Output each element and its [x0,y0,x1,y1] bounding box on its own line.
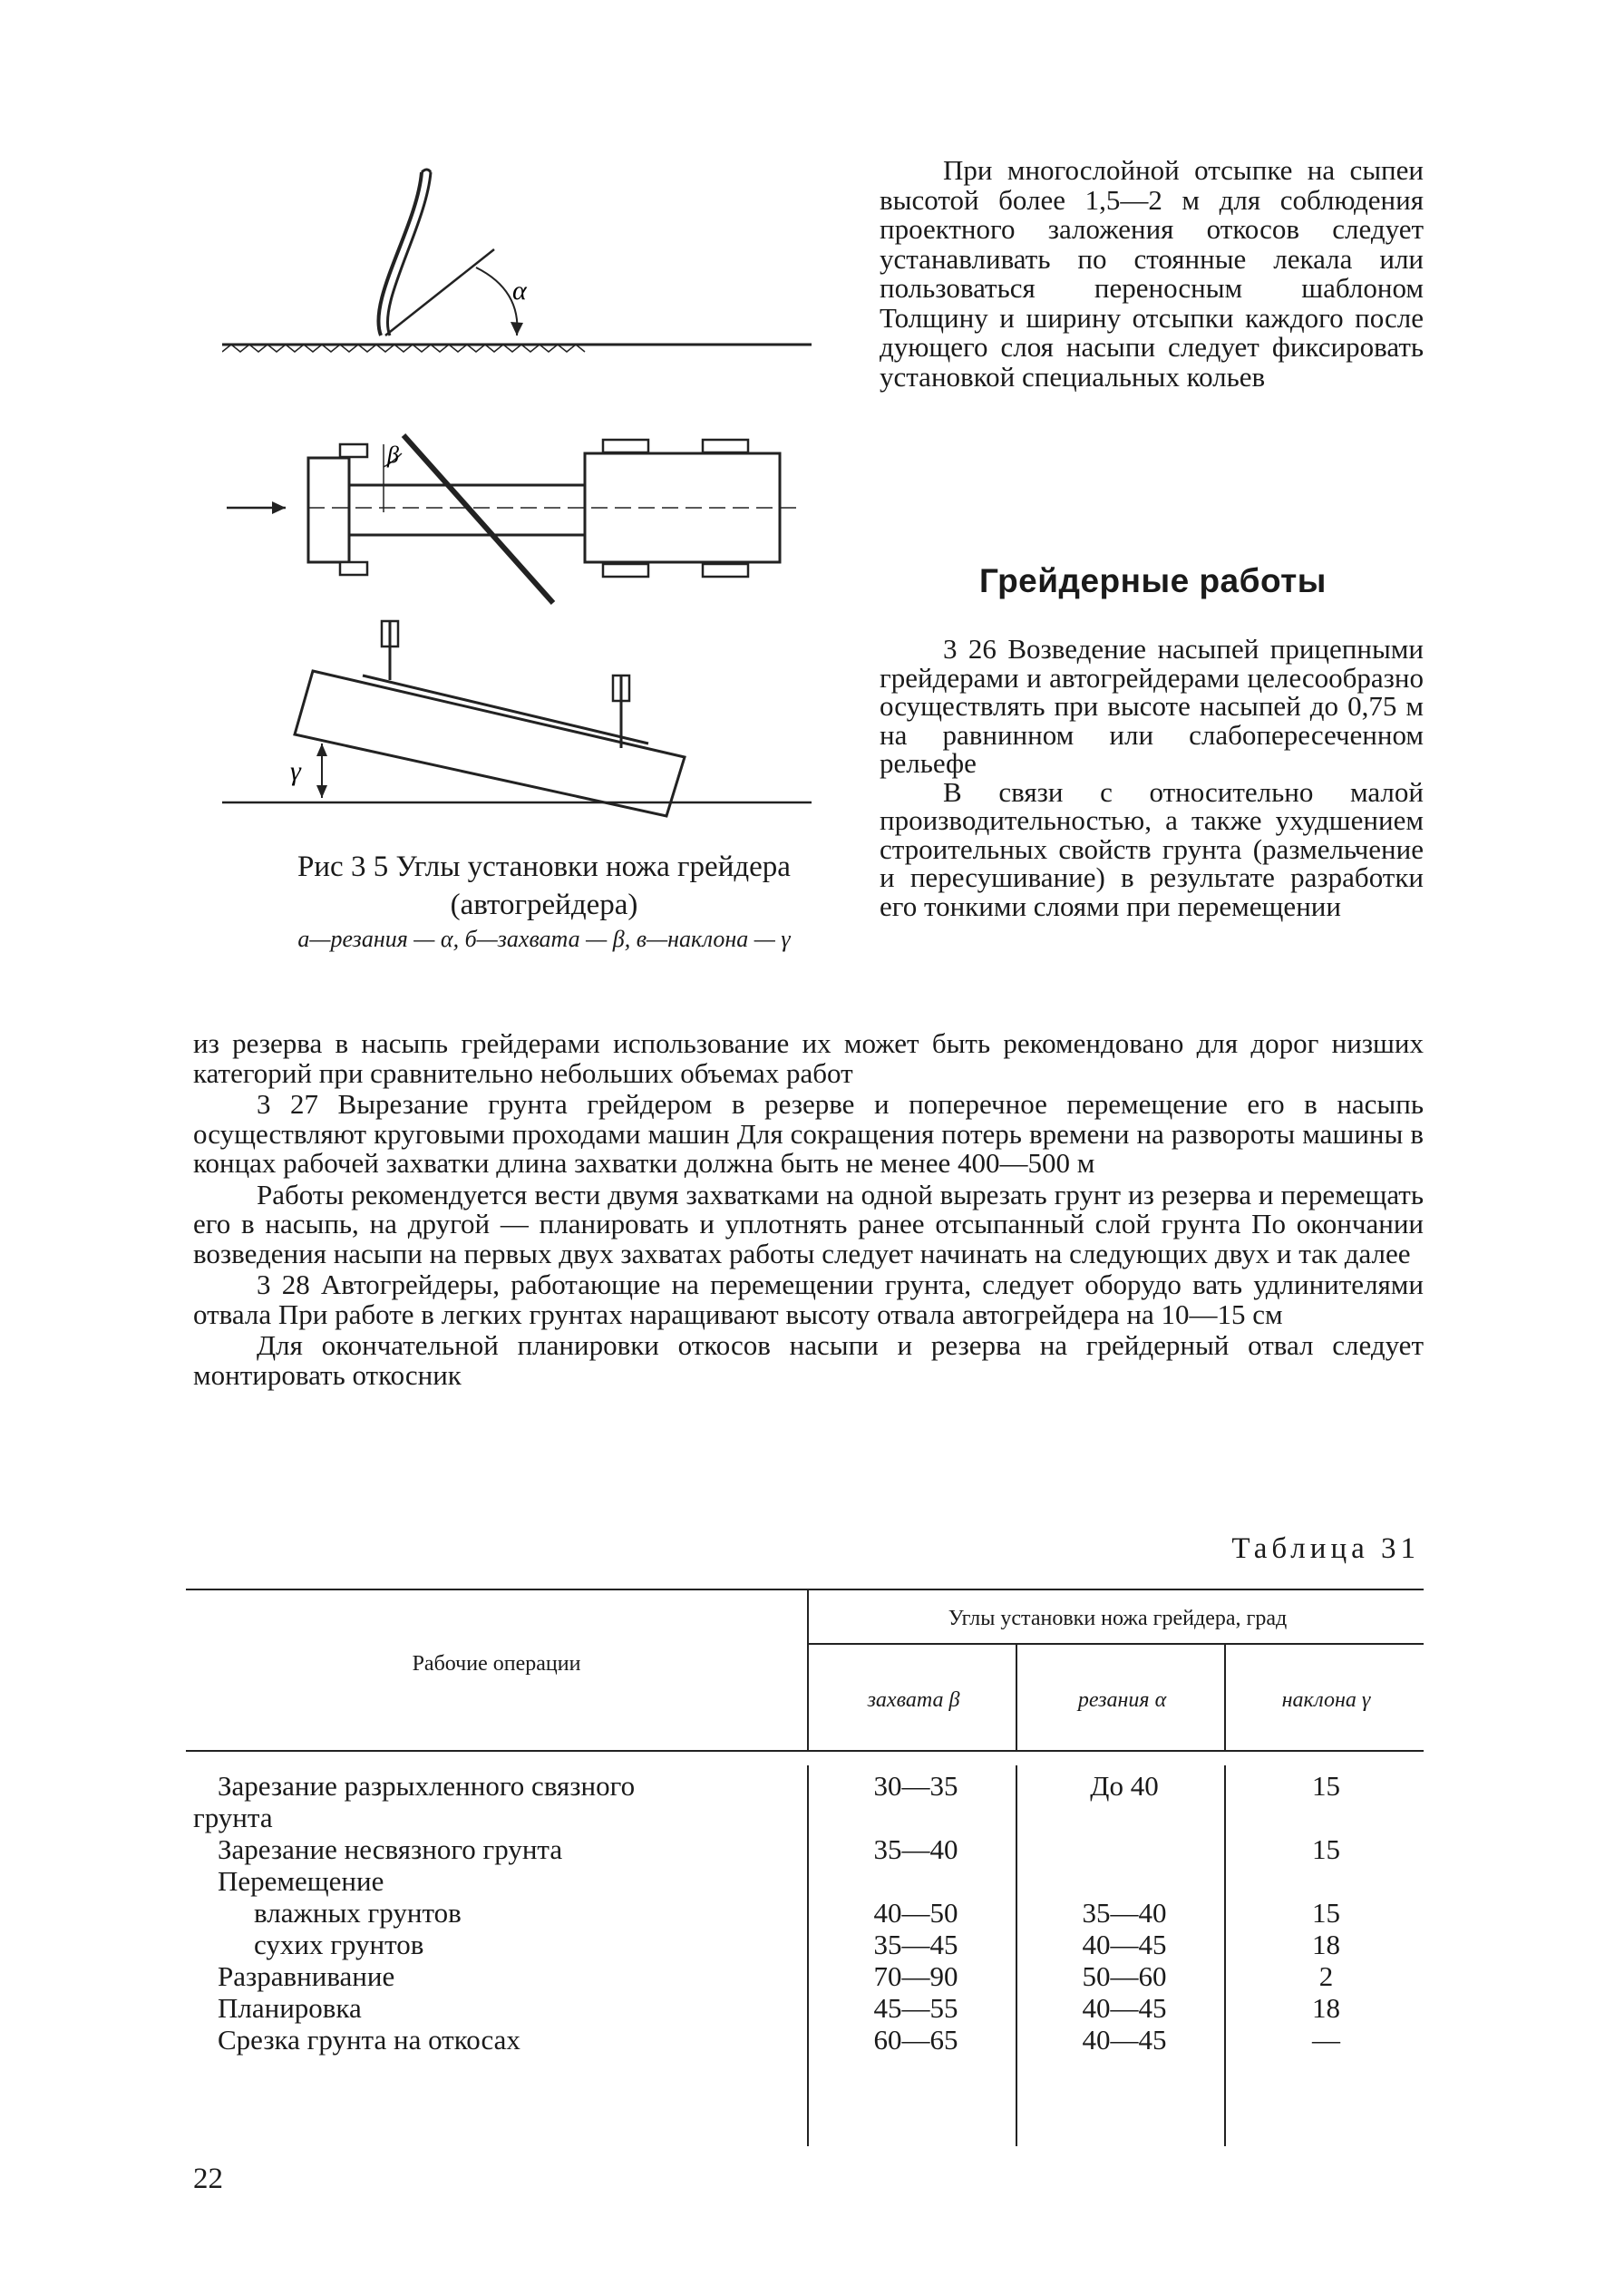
table-cell-operation: Срезка грунта на откосах [218,2024,520,2056]
table-header-operations: Рабочие операции [412,1652,581,1676]
table-cell-operation: сухих грунтов [254,1929,424,1960]
table-subheader-rule [807,1643,1424,1645]
figure-caption-title: Рис 3 5 Углы установки ножа грейдера (автогрейдера) [297,851,791,921]
table-divider [1016,1643,1017,1750]
table-caption: Таблица 31 [1231,1532,1420,1565]
paragraph-3-27: 3 27 Вырезание грунта грейдером в резерве и поперечное перемещение его в насыпь осуществляют круговыми проходами машин Для сокращения потерь времени на развороты машины в концах рабочей захватки длина захватки должна быть не менее 400—500 м [193,1088,1424,1179]
table-cell-grip: 35—45 [873,1929,958,1960]
table-cell-cutting: 35—40 [1082,1897,1167,1929]
paragraph-3-26: 3 26 Возведение насыпей прицепными грейдерами и автогрейдерами целесообразно осуществлять при высоте насыпей до 0,75 м на равнинном или слабопересеченном рельефе [880,633,1424,779]
table-subheader-cutting: резания α [1077,1688,1167,1712]
grader-figure-drawing [222,154,857,843]
table-cell-operation: Зарезание несвязного грунта [218,1833,563,1865]
table-cell-cutting: 50—60 [1082,1960,1167,1992]
beta-label: β [387,442,399,468]
paragraph-multilayer-fill: При многослойной отсыпке на сыпеи высотой более 1,5—2 м для соблюдения проектного заложения откосов следует устанавливать по стоянные лекала или пользоваться переносным шаблоном Толщину и ширину отсыпки каждого после дующего слоя насыпи следует фиксировать установкой специальных кольев [880,154,1424,393]
table-header-angles: Углы установки ножа грейдера, град [948,1607,1288,1630]
cutting-angle-sketch [222,170,812,352]
table-divider [1224,1643,1226,1750]
table-row [186,1865,1424,1897]
table-cell-cutting: 40—45 [1082,2024,1167,2056]
gamma-label: γ [290,756,301,786]
table-row [186,1960,1424,1992]
grader-angles-figure [222,154,857,843]
grip-angle-sketch [227,435,802,603]
table-body [186,1770,1424,2056]
table-cell-operation: грунта [193,1802,273,1833]
right-column-bottom [880,635,1424,920]
table-cell-cutting: 40—45 [1082,1992,1167,2024]
table-row [186,1929,1424,1960]
section-title: Грейдерные работы [979,562,1327,599]
table-subheader-tilt: наклона γ [1281,1688,1371,1712]
table-cell-tilt: 15 [1312,1833,1340,1865]
table-cell-operation: влажных грунтов [254,1897,462,1929]
table-row [186,1992,1424,2024]
paragraph-slope-finisher: Для окончательной планировки откосов насыпи и резерва на грейдерный отвал следует монтировать откосник [193,1329,1424,1391]
table-cell-grip: 70—90 [873,1960,958,1992]
table-cell-tilt: — [1312,2024,1340,2056]
table-row [186,1802,1424,1833]
table-cell-operation: Разравнивание [218,1960,395,1992]
table-row [186,2024,1424,2056]
table-divider [807,1589,809,1750]
paragraph-productivity-end: из резерва в насыпь грейдерами использование их может быть рекомендовано для дорог низших категорий при сравнительно небольших объемах работ [193,1027,1424,1089]
paragraph-productivity-start: В связи с относительно малой производительностью, а также ухудшением строительных свойств грунта (размельчение и пересушивание) в результате разработки его тонкими слоями при перемещении [880,775,1424,922]
right-column-top [880,156,1424,392]
table-cell-tilt: 15 [1312,1897,1340,1929]
paragraph-3-28: 3 28 Автогрейдеры, работающие на перемещении грунта, следует оборудо вать удлинителями отвала При работе в легких грунтах наращивают высоту отвала автогрейдера на 10—15 см [193,1269,1424,1330]
table-cell-operation: Планировка [218,1992,362,2024]
table-header-rule [186,1750,1424,1752]
body-text [193,1029,1424,1390]
page-number: 22 [193,2163,223,2195]
table-row [186,1833,1424,1865]
table-cell-cutting: 40—45 [1082,1929,1167,1960]
table-cell-grip: 35—40 [873,1833,958,1865]
table-cell-grip: 45—55 [873,1992,958,2024]
table-cell-grip: 40—50 [873,1897,958,1929]
table-row [186,1897,1424,1929]
table-cell-tilt: 18 [1312,1929,1340,1960]
figure-caption-parts: а—резания — α, б—захвата — β, в—наклона — γ [297,926,791,952]
figure-caption [218,848,870,955]
table-subheader-grip: захвата β [867,1688,960,1712]
alpha-label: α [512,276,527,306]
table-cell-operation: Зарезание разрыхленного связного [218,1770,636,1802]
table-row [186,1770,1424,1802]
table-cell-tilt: 18 [1312,1992,1340,2024]
table-cell-tilt: 15 [1312,1770,1340,1802]
paragraph-two-sections: Работы рекомендуется вести двумя захватками на одной вырезать грунт из резерва и перемещать его в насыпь, на другой — планировать и уплотнять ранее отсыпанный слой грунта По окончании возведения насыпи на первых двух захватах работы следует начинать на следующих двух и так далее [193,1178,1424,1269]
table-cell-cutting: До 40 [1090,1770,1159,1802]
table-top-rule [186,1589,1424,1590]
table-cell-grip: 60—65 [873,2024,958,2056]
table-cell-operation: Перемещение [218,1865,384,1897]
table-cell-grip: 30—35 [873,1770,958,1802]
tilt-angle-sketch [222,621,812,816]
table-cell-tilt: 2 [1318,1960,1334,1992]
